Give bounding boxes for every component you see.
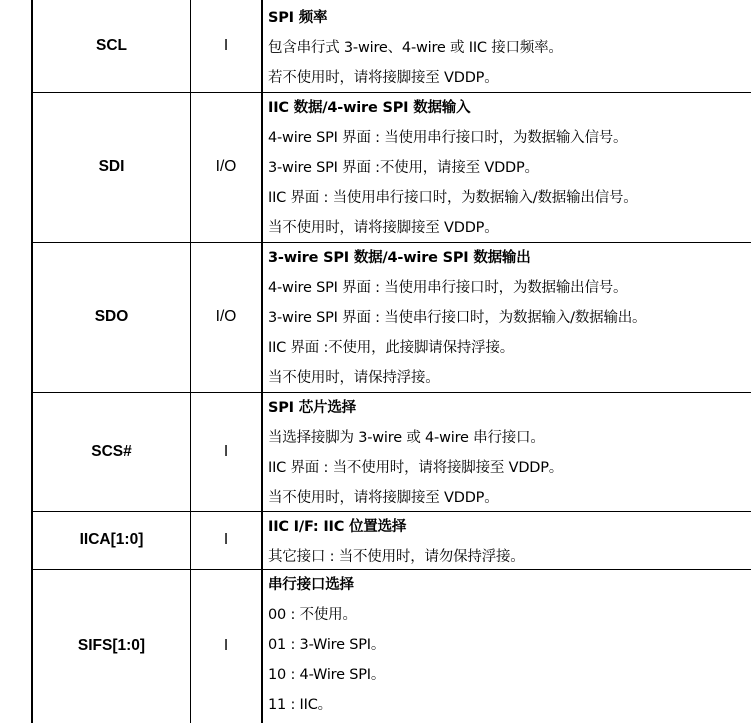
pin-name: IICA[1:0] bbox=[79, 531, 144, 548]
pin-io-type: I bbox=[223, 637, 229, 654]
row-divider bbox=[31, 92, 751, 93]
pin-name: SCL bbox=[96, 37, 127, 54]
pin-io-type: I bbox=[223, 442, 229, 460]
description-line: 包含串行式 3-wire、4-wire 或 IIC 接口频率。 bbox=[268, 40, 563, 56]
description-heading: SPI 频率 bbox=[268, 10, 328, 26]
description-line: 4-wire SPI 界面 : 当使用串行接口时，为数据输出信号。 bbox=[268, 280, 628, 296]
description-heading: IIC 数据/4-wire SPI 数据输入 bbox=[268, 100, 471, 116]
description-heading: IIC I/F: IIC 位置选择 bbox=[268, 519, 407, 535]
pin-description bbox=[268, 243, 751, 393]
description-heading: 串行接口选择 bbox=[268, 577, 354, 593]
pin-description bbox=[268, 512, 751, 572]
row-divider bbox=[31, 242, 751, 243]
description-line: IIC 界面 : 当不使用时，请将接脚接至 VDDP。 bbox=[268, 460, 564, 476]
pin-io-type: I/O bbox=[215, 158, 237, 175]
pin-name: SDO bbox=[94, 308, 129, 325]
row-divider bbox=[31, 511, 751, 512]
description-line: 当不使用时，请将接脚接至 VDDP。 bbox=[268, 220, 499, 236]
pin-name: SIFS[1:0] bbox=[77, 637, 146, 654]
pin-io-type: I bbox=[223, 37, 229, 54]
description-line: 3-wire SPI 界面 : 当使串行接口时，为数据输入/数据输出。 bbox=[268, 310, 647, 326]
description-line: 3-wire SPI 界面 :不使用，请接至 VDDP。 bbox=[268, 160, 539, 176]
pin-name: SDI bbox=[98, 158, 125, 175]
pin-description bbox=[268, 393, 751, 513]
description-line: 若不使用时，请将接脚接至 VDDP。 bbox=[268, 70, 499, 86]
description-line: IIC 界面 :不使用，此接脚请保持浮接。 bbox=[268, 340, 515, 356]
row-divider bbox=[31, 392, 751, 393]
pin-description bbox=[268, 570, 751, 720]
column-divider bbox=[261, 0, 263, 723]
description-heading: SPI 芯片选择 bbox=[268, 400, 356, 416]
pin-description bbox=[268, 93, 751, 243]
description-line: 当不使用时，请将接脚接至 VDDP。 bbox=[268, 490, 499, 506]
pin-description bbox=[268, 3, 751, 93]
description-line: 10 : 4-Wire SPI。 bbox=[268, 667, 386, 683]
description-line: 00 : 不使用。 bbox=[268, 607, 357, 623]
description-line: 当不使用时，请保持浮接。 bbox=[268, 370, 440, 386]
description-heading: 3-wire SPI 数据/4-wire SPI 数据输出 bbox=[268, 250, 531, 266]
description-line: 其它接口 : 当不使用时，请勿保持浮接。 bbox=[268, 549, 525, 565]
pin-io-type: I bbox=[223, 531, 229, 548]
description-line: 01 : 3-Wire SPI。 bbox=[268, 637, 386, 653]
description-line: 当选择接脚为 3-wire 或 4-wire 串行接口。 bbox=[268, 430, 545, 446]
description-line: 4-wire SPI 界面 : 当使用串行接口时，为数据输入信号。 bbox=[268, 130, 628, 146]
pin-io-type: I/O bbox=[215, 308, 237, 325]
description-line: 11 : IIC。 bbox=[268, 697, 332, 713]
description-line: IIC 界面 : 当使用串行接口时，为数据输入/数据输出信号。 bbox=[268, 190, 638, 206]
row-divider bbox=[31, 569, 751, 570]
pin-name: SCS# bbox=[91, 442, 132, 460]
